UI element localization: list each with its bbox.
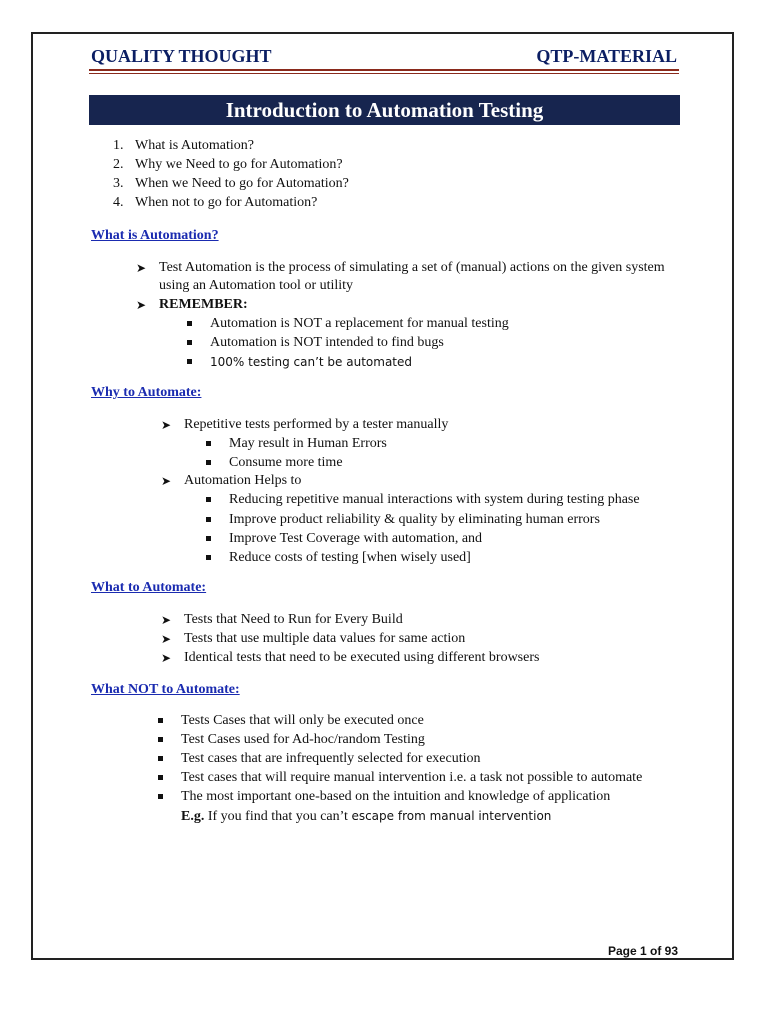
toc-num: 2. — [113, 157, 124, 172]
paragraph-line: Test Automation is the process of simulating a set of (manual) actions on the given system — [159, 260, 665, 275]
arrow-bullet-icon: ➤ — [136, 261, 147, 275]
page-title: Introduction to Automation Testing — [89, 95, 680, 125]
toc-item: When we Need to go for Automation? — [135, 176, 349, 191]
square-bullet-icon — [158, 737, 163, 742]
section-heading-what-to: What to Automate: — [91, 580, 207, 595]
arrow-bullet-icon: ➤ — [161, 632, 172, 646]
list-item: Identical tests that need to be executed using different browsers — [184, 650, 540, 665]
list-item: Improve product reliability & quality by eliminating human errors — [229, 512, 600, 527]
arrow-bullet-icon: ➤ — [161, 613, 172, 627]
example-text-tail: escape from manual intervention — [351, 809, 552, 823]
square-bullet-icon — [206, 555, 211, 560]
square-bullet-icon — [206, 536, 211, 541]
list-item: 100% testing can’t be automated — [210, 355, 412, 369]
header-rule — [89, 69, 679, 71]
square-bullet-icon — [158, 775, 163, 780]
header-left: QUALITY THOUGHT — [91, 46, 272, 66]
arrow-bullet-icon: ➤ — [136, 298, 147, 312]
list-item: Repetitive tests performed by a tester manually — [184, 417, 449, 432]
toc-num: 1. — [113, 138, 124, 153]
list-item: Reducing repetitive manual interactions with system during testing phase — [229, 492, 640, 507]
toc-item: When not to go for Automation? — [135, 195, 318, 210]
list-item: Automation is NOT intended to find bugs — [210, 335, 444, 350]
square-bullet-icon — [158, 718, 163, 723]
square-bullet-icon — [187, 340, 192, 345]
section-heading-what-is: What is Automation? — [91, 228, 219, 243]
section-heading-what-not: What NOT to Automate: — [91, 682, 240, 697]
list-item: Test cases that are infrequently selected for execution — [181, 751, 481, 766]
example-line — [181, 807, 551, 826]
list-item: The most important one-based on the intuition and knowledge of application — [181, 789, 611, 804]
page-number: Page 1 of 93 — [607, 944, 678, 958]
square-bullet-icon — [187, 321, 192, 326]
square-bullet-icon — [206, 517, 211, 522]
section-heading-why: Why to Automate: — [91, 385, 202, 400]
toc-num: 3. — [113, 176, 124, 191]
square-bullet-icon — [206, 497, 211, 502]
square-bullet-icon — [206, 441, 211, 446]
paragraph-line: using an Automation tool or utility — [159, 278, 354, 293]
list-item: Automation Helps to — [184, 473, 302, 488]
example-label: E.g. — [181, 809, 205, 824]
remember-label: REMEMBER: — [159, 297, 248, 312]
arrow-bullet-icon: ➤ — [161, 474, 172, 488]
square-bullet-icon — [158, 794, 163, 799]
list-item: May result in Human Errors — [229, 436, 387, 451]
toc-item: What is Automation? — [135, 138, 254, 153]
square-bullet-icon — [206, 460, 211, 465]
toc-item: Why we Need to go for Automation? — [135, 157, 343, 172]
square-bullet-icon — [187, 359, 192, 364]
toc-num: 4. — [113, 195, 124, 210]
list-item: Tests Cases that will only be executed once — [181, 713, 424, 728]
example-text: If you find that you can’t — [204, 809, 352, 824]
list-item: Automation is NOT a replacement for manual testing — [210, 316, 509, 331]
list-item: Tests that use multiple data values for same action — [184, 631, 466, 646]
arrow-bullet-icon: ➤ — [161, 651, 172, 665]
list-item: Test Cases used for Ad-hoc/random Testing — [181, 732, 425, 747]
list-item: Reduce costs of testing [when wisely used] — [229, 550, 471, 565]
list-item: Consume more time — [229, 455, 343, 470]
list-item: Tests that Need to Run for Every Build — [184, 612, 403, 627]
arrow-bullet-icon: ➤ — [161, 418, 172, 432]
header-rule-thin — [89, 73, 679, 74]
list-item: Test cases that will require manual intervention i.e. a task not possible to automate — [181, 770, 643, 785]
square-bullet-icon — [158, 756, 163, 761]
list-item: Improve Test Coverage with automation, and — [229, 531, 483, 546]
header-right: QTP-MATERIAL — [536, 46, 677, 66]
